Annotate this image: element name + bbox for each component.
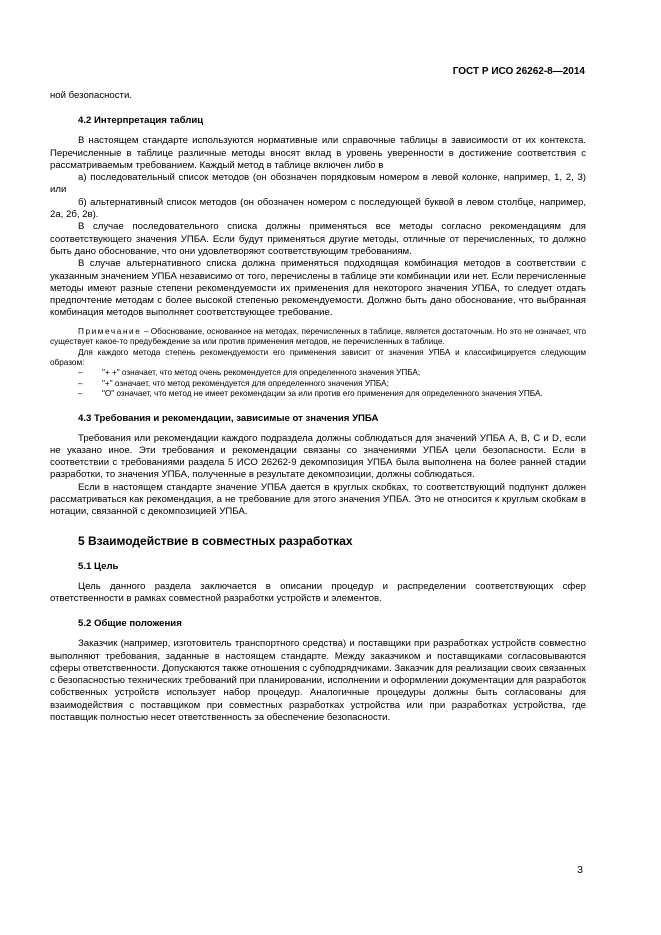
section-heading-5-2: 5.2 Общие положения	[78, 618, 182, 630]
note-paragraph	[50, 327, 586, 348]
dash-marker: –	[78, 389, 83, 399]
paragraph: В случае последовательного списка должны применяться все методы согласно рекомендациям для соответствующего значения УПБА. Если будут применяться другие методы, отличные от перечисленных, то должно быть дано обоснование, что они удовлетворяют соответствующим требованиям.	[50, 221, 586, 257]
section-heading-4-3: 4.3 Требования и рекомендации, зависимые от значения УПБА	[78, 412, 379, 424]
section-heading-4-2: 4.2 Интерпретация таблиц	[78, 115, 204, 127]
document-header: ГОСТ Р ИСО 26262-8—2014	[452, 66, 585, 77]
paragraph: В настоящем стандарте используются нормативные или справочные таблицы в зависимости от их контекста. Перечисленные в таблице различные методы вносят вклад в уровень уверенности в достижение соответствия с рассматриваемым требованием. Каждый метод в таблице включен либо в	[50, 135, 586, 171]
dash-list-item: – "О" означает, что метод не имеет рекомендации за или против его применения для определенного значения УПБА.	[50, 389, 586, 399]
list-item-a: а) последовательный список методов (он обозначен порядковым номером в левой колонке, например, 1, 2, 3) или	[50, 172, 586, 196]
dash-marker: –	[78, 378, 83, 388]
section-heading-5: 5 Взаимодействие в совместных разработках	[78, 533, 353, 548]
paragraph: Цель данного раздела заключается в описании процедур и распределении соответствующих сфер ответственности в рамках совместной разработки устройств и элементов.	[50, 580, 586, 604]
paragraph: В случае альтернативного списка должна применяться подходящая комбинация методов в соответствии с указанным значением УПБА независимо от того, перечислены в таблице эти комбинации или нет. Если перечисленные методы имеют разные степени рекомендуемости их применения для некоторого значения УПБА, то следует отдать предпочтение методам с более высокой степенью рекомендуемости. Должно быть дано обоснование, что выбранная комбинация методов выполняет соответствующее требование.	[50, 258, 586, 319]
paragraph: Требования или рекомендации каждого подраздела должны соблюдаться для значений УПБА A, B, C и D, если не указано иное. Эти требования и рекомендации связаны со значениями УПБА цели безопасности. Если в соответствии с требованиями раздела 5 ИСО 26262-9 декомпозиция УПБА была выполнена на более ранней стадии разработки, то значения УПБА, полученные в результате декомпозиции, должны соблюдаться.	[50, 432, 586, 481]
page-content	[50, 90, 586, 724]
note-label: Примечание	[78, 326, 142, 336]
page-number: 3	[577, 864, 583, 876]
continuation-text: ной безопасности.	[50, 90, 132, 101]
list-item-b: б) альтернативный список методов (он обозначен номером с последующей буквой в левом столбце, например, 2а, 2б, 2в).	[50, 196, 586, 221]
section-heading-5-1: 5.1 Цель	[78, 560, 119, 572]
dash-marker: –	[78, 368, 83, 378]
dash-list-item: – "+" означает, что метод рекомендуется для определенного значения УПБА;	[50, 379, 586, 389]
note-block	[50, 327, 586, 400]
dash-list-item: – "+ +" означает, что метод очень рекомендуется для определенного значения УПБА;	[50, 368, 586, 378]
note-paragraph: Для каждого метода степень рекомендуемости его применения зависит от значения УПБА и классифицируется следующим образом:	[50, 347, 586, 367]
paragraph: Если в настоящем стандарте значение УПБА дается в круглых скобках, то соответствующий подпункт должен рассматриваться как рекомендация, а не требование для этого значения УПБА. Это не относится к круглым скобкам в нотации, связанной с декомпозицией УПБА.	[50, 481, 586, 518]
paragraph: Заказчик (например, изготовитель транспортного средства) и поставщики при разработках устройств совместно выполняют требования, заданные в настоящем стандарте. Между заказчиком и поставщиками согласовываются сферы ответственности. Допускаются также отношения с субподрядчиками. Заказчик для реализации своих связанных с безопасностью технических требований при планировании, исполнении и оформлении документации для разработок собственных устройств использует набор процедур. Аналогичные процедуры должны быть согласованы для взаимодействия с поставщиком при совместных разработках устройства или при разработках устройства, где поставщик полностью несет ответственность за обеспечение безопасности.	[50, 638, 586, 724]
note-text: – Обоснование, основанное на методах, перечисленных в таблице, является достаточным. Но это не означает, что существует какое-то предубеждение за или против применения методов, не перечисленных в таблице.	[50, 326, 586, 347]
